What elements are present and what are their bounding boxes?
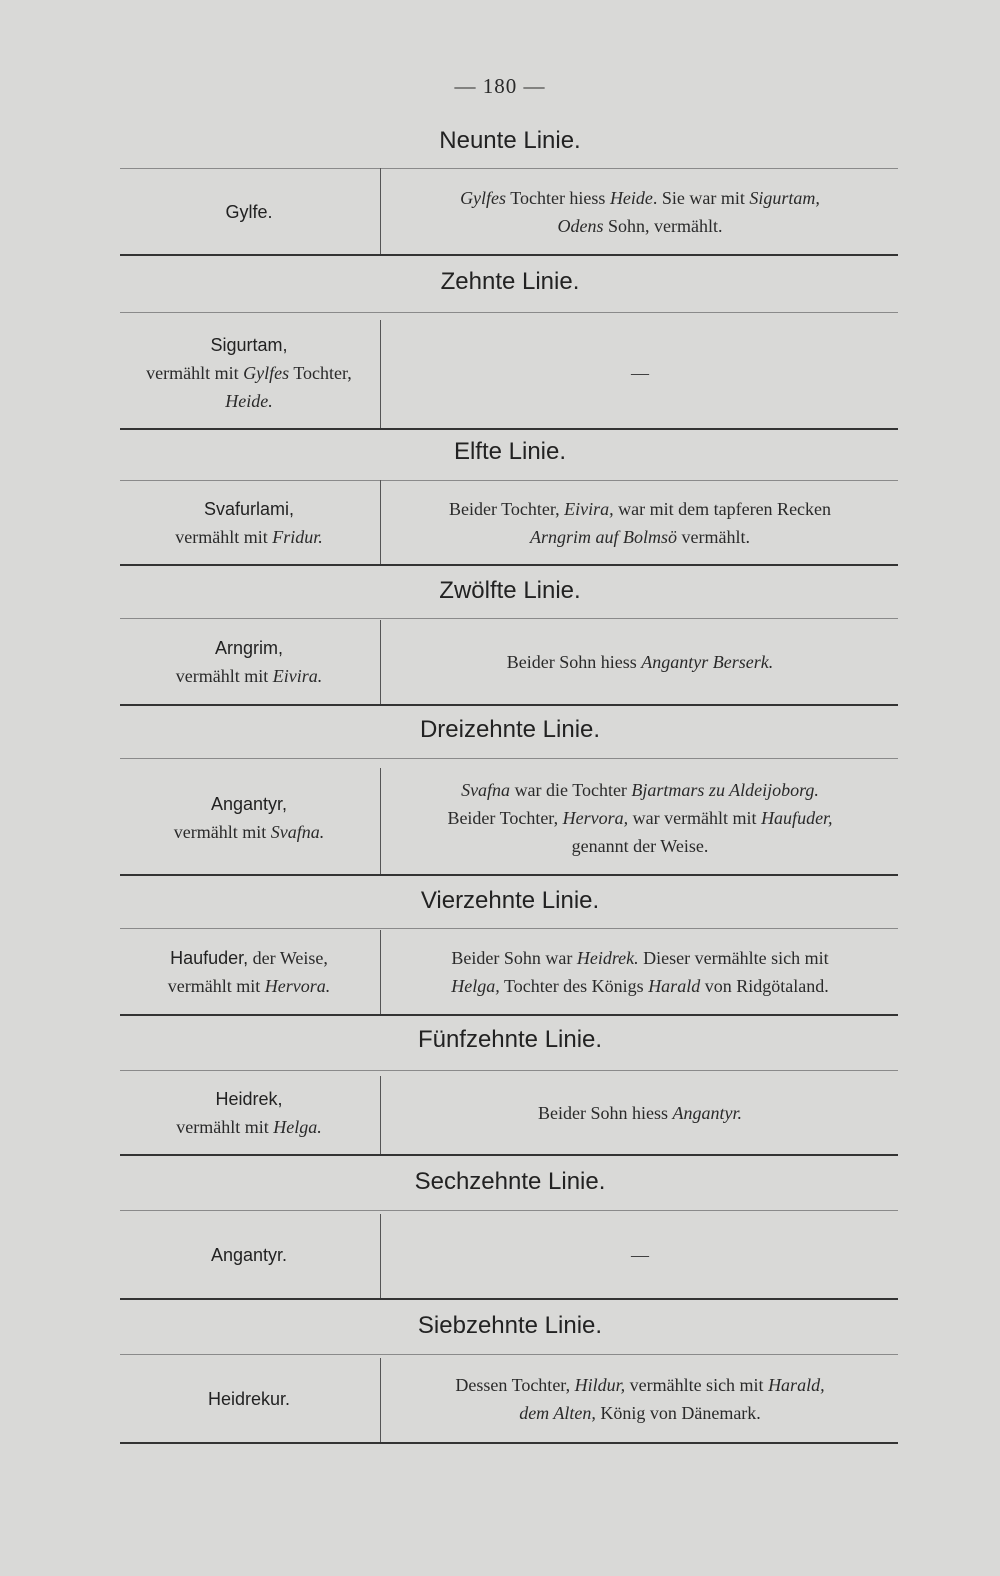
person-cell [120,170,378,254]
section-fuenfzehnte-linie [120,1070,898,1156]
description-line: Beider Tochter, Hervora, war vermählt mit Haufuder, [447,808,833,828]
empty-dash: — [631,1245,649,1265]
column-divider [380,320,381,428]
column-divider [380,620,381,704]
description-line: genannt der Weise. [571,836,709,856]
person-line: vermählt mit Fridur. [175,527,323,547]
person-name: Haufuder, [170,948,249,968]
person-line: vermählt mit Eivira. [175,666,323,686]
description-cell [382,620,898,704]
section-heading: Siebzehnte Linie. [417,1312,603,1339]
description-cell [382,1072,898,1154]
person-cell [120,1212,378,1298]
divider-thick [120,874,898,876]
description-line: Helga, Tochter des Königs Harald von Ridgötaland. [451,976,829,996]
divider-thick [120,1442,898,1444]
description-cell [382,1356,898,1442]
divider-thick [120,1298,898,1300]
divider-thin [120,928,898,929]
person-line: vermählt mit Gylfes Tochter, [146,363,352,383]
person-cell [120,482,378,564]
person-cell [120,318,378,428]
person-name: Heidrekur. [207,1389,291,1409]
divider-thin [120,758,898,759]
column-divider [380,1214,381,1298]
section-sechzehnte-linie [120,1210,898,1300]
section-heading: Fünfzehnte Linie. [417,1026,603,1053]
person-cell [120,620,378,704]
section-heading: Zwölfte Linie. [439,577,581,604]
divider-thick [120,704,898,706]
divider-thick [120,254,898,256]
section-heading: Sechzehnte Linie. [414,1168,606,1195]
column-divider [380,930,381,1014]
column-divider [380,1358,381,1442]
column-divider [380,480,381,564]
person-name: Heidrek, [215,1089,283,1109]
description-cell [382,482,898,564]
divider-thin [120,1210,898,1211]
person-name: Sigurtam, [210,335,288,355]
person-cell [120,930,378,1014]
divider-thin [120,312,898,313]
person-name: Angantyr, [210,794,288,814]
section-heading: Elfte Linie. [453,438,567,465]
description-line: Beider Tochter, Eivira, war mit dem tapferen Recken [448,499,832,519]
description-line: Beider Sohn hiess Angantyr Berserk. [506,652,774,672]
description-line: Dessen Tochter, Hildur, vermählte sich mit Harald, [455,1375,825,1395]
divider-thick [120,428,898,430]
person-line: Haufuder, der Weise, [170,948,328,968]
description-line: dem Alten, König von Dänemark. [519,1403,761,1423]
person-line: vermählt mit Hervora. [167,976,331,996]
person-name: Gylfe. [225,202,273,222]
section-heading: Neunte Linie. [439,127,581,154]
person-line: vermählt mit Helga. [176,1117,322,1137]
description-line: Gylfes Tochter hiess Heide. Sie war mit Sigurtam, [460,188,820,208]
person-cell [120,1356,378,1442]
person-line: vermählt mit Svafna. [173,822,325,842]
column-divider [380,168,381,254]
description-cell [382,170,898,254]
description-line: Odens Sohn, vermählt. [557,216,723,236]
person-name: Angantyr. [210,1245,288,1265]
description-cell [382,318,898,428]
divider-thick [120,564,898,566]
description-line: Beider Sohn war Heidrek. Dieser vermählte sich mit [451,948,829,968]
divider-thin [120,168,898,169]
description-line: Beider Sohn hiess Angantyr. [538,1103,742,1123]
divider-thin [120,1354,898,1355]
divider-thick [120,1154,898,1156]
section-zwoelfte-linie [120,618,898,706]
divider-thin [120,480,898,481]
divider-thick [120,1014,898,1016]
description-line: Svafna war die Tochter Bjartmars zu Aldeijoborg. [461,780,819,800]
section-zehnte-linie [120,312,898,430]
section-siebzehnte-linie [120,1354,898,1444]
description-line: Arngrim auf Bolmsö vermählt. [530,527,750,547]
section-heading: Zehnte Linie. [440,268,580,295]
person-cell [120,762,378,874]
divider-thin [120,1070,898,1071]
divider-thin [120,618,898,619]
section-heading: Vierzehnte Linie. [420,887,600,914]
person-name: Svafurlami, [203,499,295,519]
description-cell [382,930,898,1014]
description-cell [382,762,898,874]
description-cell [382,1212,898,1298]
empty-dash: — [631,363,649,383]
person-name: Arngrim, [214,638,283,658]
column-divider [380,768,381,874]
person-cell [120,1072,378,1154]
section-vierzehnte-linie [120,928,898,1016]
section-dreizehnte-linie [120,758,898,876]
column-divider [380,1076,381,1154]
section-heading: Dreizehnte Linie. [419,716,601,743]
person-line: Heide. [225,391,273,411]
page-number: — 180 — [454,74,546,98]
section-elfte-linie [120,480,898,566]
section-neunte-linie [120,168,898,256]
